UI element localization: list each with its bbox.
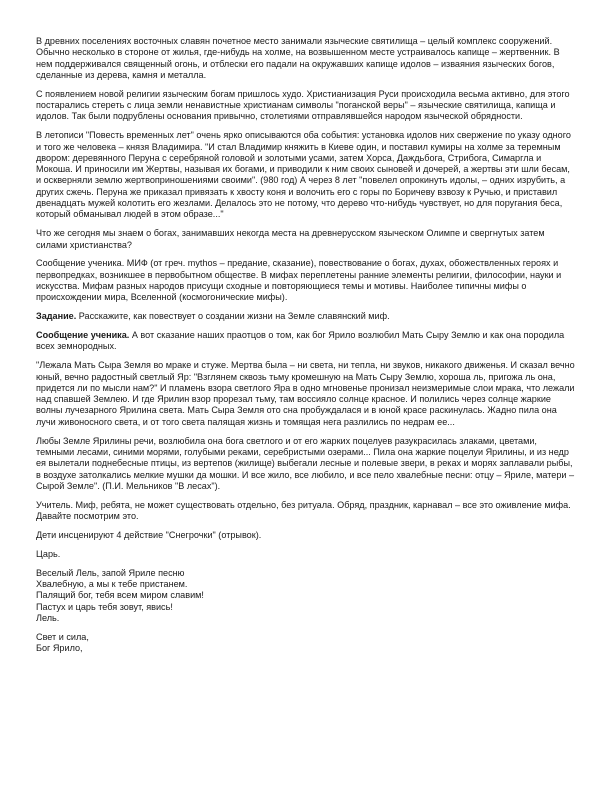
paragraph-chronicle: В летописи "Повесть временных лет" очень ярко описываются оба события: установка идолов них свержение по указу одного и того же человека – князя Владимира. "И стал Владимир княжить в Киеве один, и поставил кумиры на холме за теремным двором: деревянного Перуна с серебряной головой и золотыми усами, затем Хорса, Даждьбога, Стрибога, Симаргла и Мокоша. И приносили им Жертвы, называя их богами, и приводили к ним своих сыновей и дочерей, а жертвы эти шли бесам, и оскверняли землю жертвоприношениями своими". (980 год) А через 8 лет "повелел опрокинуть идолы, – одних изрубить, а других сжечь. Перуна же приказал привязать к хвосту коня и волочить его с горы по Боричеву взвозу к Ручью, и приставил двенадцать мужей колотить его жезлами. Делалось это не потому, что дерево что-нибудь чувствует, но для поругания беса, который обманывал людей в этом образе...": [36, 130, 571, 220]
task-text: Расскажите, как повествует о создании жизни на Земле славянский миф.: [76, 311, 390, 322]
poem-line: Лель.: [36, 612, 60, 623]
poem-line: Палящий бог, тебя всем миром славим!: [36, 590, 204, 601]
paragraph-myth-earth: "Лежала Мать Сыра Земля во мраке и стуже. Мертва была – ни света, ни тепла, ни звуков, никакого движенья. И сказал вечно юный, вечно радостный светлый Яр: "Взглянем сквозь тьму кромешную на Мать Сыру Землю, хороша ль, пригожа ль она, придется ли по мысли нам?" И пламень взора светлого Яра в одно мгновенье пронизал неизмеримые слои мрака, что лежали над спавшей Землею. И где Ярилин взор прорезал тьму, там воссияло солнце красное. И полились через солнце жаркие волны лучезарного Ярилина света. Мать Сыра Земля ото сна пробуждалася и в юной красе раскинулась. Жадно пила она лучи живоносного света, и от того света палящая жизнь и томящая нега разлились по недрам ее...: [36, 360, 575, 427]
paragraph-question: Что же сегодня мы знаем о богах, занимавших некогда места на древнерусском языческом Олимпе и свергнутых затем силами христианства?: [36, 228, 545, 250]
paragraph-staging: Дети инсценируют 4 действие "Снегрочки" (отрывок).: [36, 529, 262, 540]
paragraph-christianization: С появлением новой религии языческим богам пришлось худо. Христианизация Руси происходила весьма активно, для этого постарались стереть с лица земли ненавистные христианам символы "поганской веры" – языческие святилища, капища и идолов. Так были подрублены основания привычно, столетиями отправлявшейся народом языческой обрядности.: [36, 88, 570, 122]
report-label: Сообщение ученика.: [36, 330, 130, 341]
poem-line: Бог Ярило,: [36, 643, 83, 654]
poem-line: Пастух и царь тебя зовут, явись!: [36, 601, 173, 612]
paragraph-student-report: [36, 330, 576, 353]
paragraph-tsar: Царь.: [36, 548, 61, 559]
document-page: [36, 36, 576, 662]
paragraph-task: [36, 311, 576, 322]
report-text: А вот сказание наших праотцов о том, как бог Ярило возлюбил Мать Сыру Землю и как она породила всех земнородных.: [36, 330, 565, 352]
paragraph-sanctuaries: В древних поселениях восточных славян почетное место занимали языческие святилища – целый комплекс сооружений. Обычно несколько в стороне от жилья, где-нибудь на холме, на возвышенном месте устраивалось капище – жертвенник. В нем поддерживался священный огонь, и отблески его падали на окружавших капище идолов – изваяния языческих богов, сделанные из дерева, камня и металла.: [36, 36, 560, 80]
poem-line: Хвалебную, а мы к тебе пристанем.: [36, 579, 188, 589]
poem-stanza-2: [36, 632, 576, 655]
paragraph-myth-love: Любы Земле Ярилины речи, возлюбила она бога светлого и от его жарких поцелуев разукрасилась злаками, цветами, темными лесами, синими морями, голубыми реками, серебристыми озерами... Пила она жаркие поцелуи Ярилины, и из недр ея вылетали поднебесные птицы, из вертепов (жилище) выбегали лесные и полевые звери, в реках и морях заплавали рыбы, в воздухе затолкались мелкие мушки да мошки. И все жило, все любило, и все пело хвалебные песни: отцу – Яриле, матери – Сырой Земле". (П.И. Мельников "В лесах").: [36, 435, 575, 491]
poem-stanza-1: [36, 568, 576, 624]
poem-line: Свет и сила,: [36, 631, 89, 642]
paragraph-teacher: Учитель. Миф, ребята, не может существовать отдельно, без ритуала. Обряд, праздник, карнавал – все это оживление мифа. Давайте посмотрим это.: [36, 499, 571, 522]
task-label: Задание.: [36, 311, 77, 322]
paragraph-myth-definition: Сообщение ученика. МИФ (от греч. mythos – предание, сказание), повествование о богах, духах, обожествленных героях и первопредках, возникшее в первобытном обществе. В мифах переплетены ранние элементы религии, философии, науки и искусства. Мифам разных народов присущи сходные и повторяющиеся темы и мотивы. Наиболее типичны мифы о происхождении мира, Вселенной (космогонические мифы).: [36, 258, 562, 303]
poem-line: Веселый Лель, запой Яриле песню: [36, 567, 185, 578]
